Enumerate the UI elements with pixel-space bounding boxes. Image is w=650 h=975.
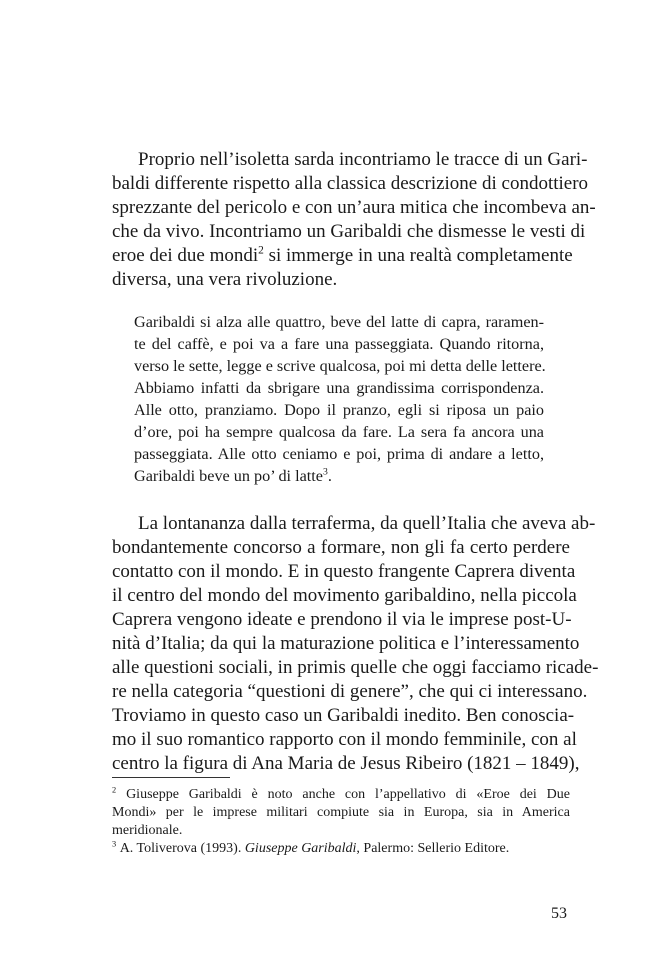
footnote-3-line — [112, 840, 509, 858]
text-line: il centro del mondo del movimento garibaldino, nella piccola — [112, 585, 577, 606]
text-line: diversa, una vera rivoluzione. — [112, 269, 338, 290]
quote-line: te del caffè, e poi va a fare una passeggiata. Quando ritorna, — [134, 335, 544, 353]
text-line: sprezzante del pericolo e con un’aura mitica che incombeva an- — [112, 197, 596, 218]
text-line: bondantemente concorso a formare, non gli fa certo perdere — [112, 537, 570, 558]
footnote-2-line — [112, 786, 570, 804]
footnote-marker-3: 3 — [112, 839, 117, 849]
footnote-publisher: , Palermo: Sellerio Editore. — [356, 841, 510, 856]
text-line: centro la figura di Ana Maria de Jesus Ribeiro (1821 – 1849), — [112, 753, 580, 774]
footnote-ref-2[interactable]: 2 — [258, 244, 264, 257]
quote-line: Alle otto, pranziamo. Dopo il pranzo, egli si riposa un paio — [134, 401, 544, 419]
quote-line: Garibaldi si alza alle quattro, beve del latte di capra, raramen- — [134, 313, 544, 331]
text-line: re nella categoria “questioni di genere”, che qui ci interessano. — [112, 681, 588, 702]
text-fragment: eroe dei due mondi — [112, 245, 259, 266]
footnote-2-line: Mondi» per le imprese militari compiute sia in Europa, sia in America — [112, 805, 570, 820]
footnote-2-line: meridionale. — [112, 823, 183, 838]
text-line: baldi differente rispetto alla classica descrizione di condottiero — [112, 173, 589, 194]
quote-line: d’ore, poi ha sempre qualcosa da fare. La sera fa ancora una — [134, 423, 544, 441]
text-fragment: . — [327, 467, 332, 485]
text-fragment: Giuseppe Garibaldi è noto anche con l’appellativo di «Eroe dei Due — [126, 787, 570, 802]
page-number: 53 — [551, 905, 567, 922]
text-line: Troviamo in questo caso un Garibaldi inedito. Ben conoscia- — [112, 705, 575, 726]
text-fragment: si immerge in una realtà completamente — [263, 245, 573, 266]
text-line: contatto con il mondo. E in questo frangente Caprera diventa — [112, 561, 576, 582]
footnote-title: Giuseppe Garibaldi — [244, 841, 357, 856]
footnote-ref-3[interactable]: 3 — [322, 466, 328, 478]
text-line: che da vivo. Incontriamo un Garibaldi che dismesse le vesti di — [112, 221, 586, 242]
quote-line: passeggiata. Alle otto ceniamo e poi, prima di andare a letto, — [134, 445, 544, 463]
text-line — [112, 244, 573, 268]
quote-line: Abbiamo infatti da sbrigare una grandissima corrispondenza. — [134, 379, 544, 397]
text-line: La lontananza dalla terraferma, da quell’Italia che aveva ab- — [138, 513, 596, 534]
quote-line — [134, 465, 332, 487]
footnote-separator — [112, 777, 230, 778]
quote-line: verso le sette, legge e scrive qualcosa, poi mi detta delle lettere. — [134, 357, 546, 375]
text-line: Proprio nell’isoletta sarda incontriamo le tracce di un Gari- — [138, 149, 588, 170]
text-line: Caprera vengono ideate e prendono il via le imprese post-U- — [112, 609, 572, 630]
text-line: nità d’Italia; da qui la maturazione politica e l’interessamento — [112, 633, 580, 654]
text-line: mo il suo romantico rapporto con il mondo femminile, con al — [112, 729, 577, 750]
text-line: alle questioni sociali, in primis quelle che oggi facciamo ricade- — [112, 657, 599, 678]
footnote-marker-2: 2 — [112, 785, 117, 795]
footnote-author: A. Toliverova (1993). — [119, 841, 242, 856]
text-fragment: Garibaldi beve un po’ di latte — [134, 467, 323, 485]
